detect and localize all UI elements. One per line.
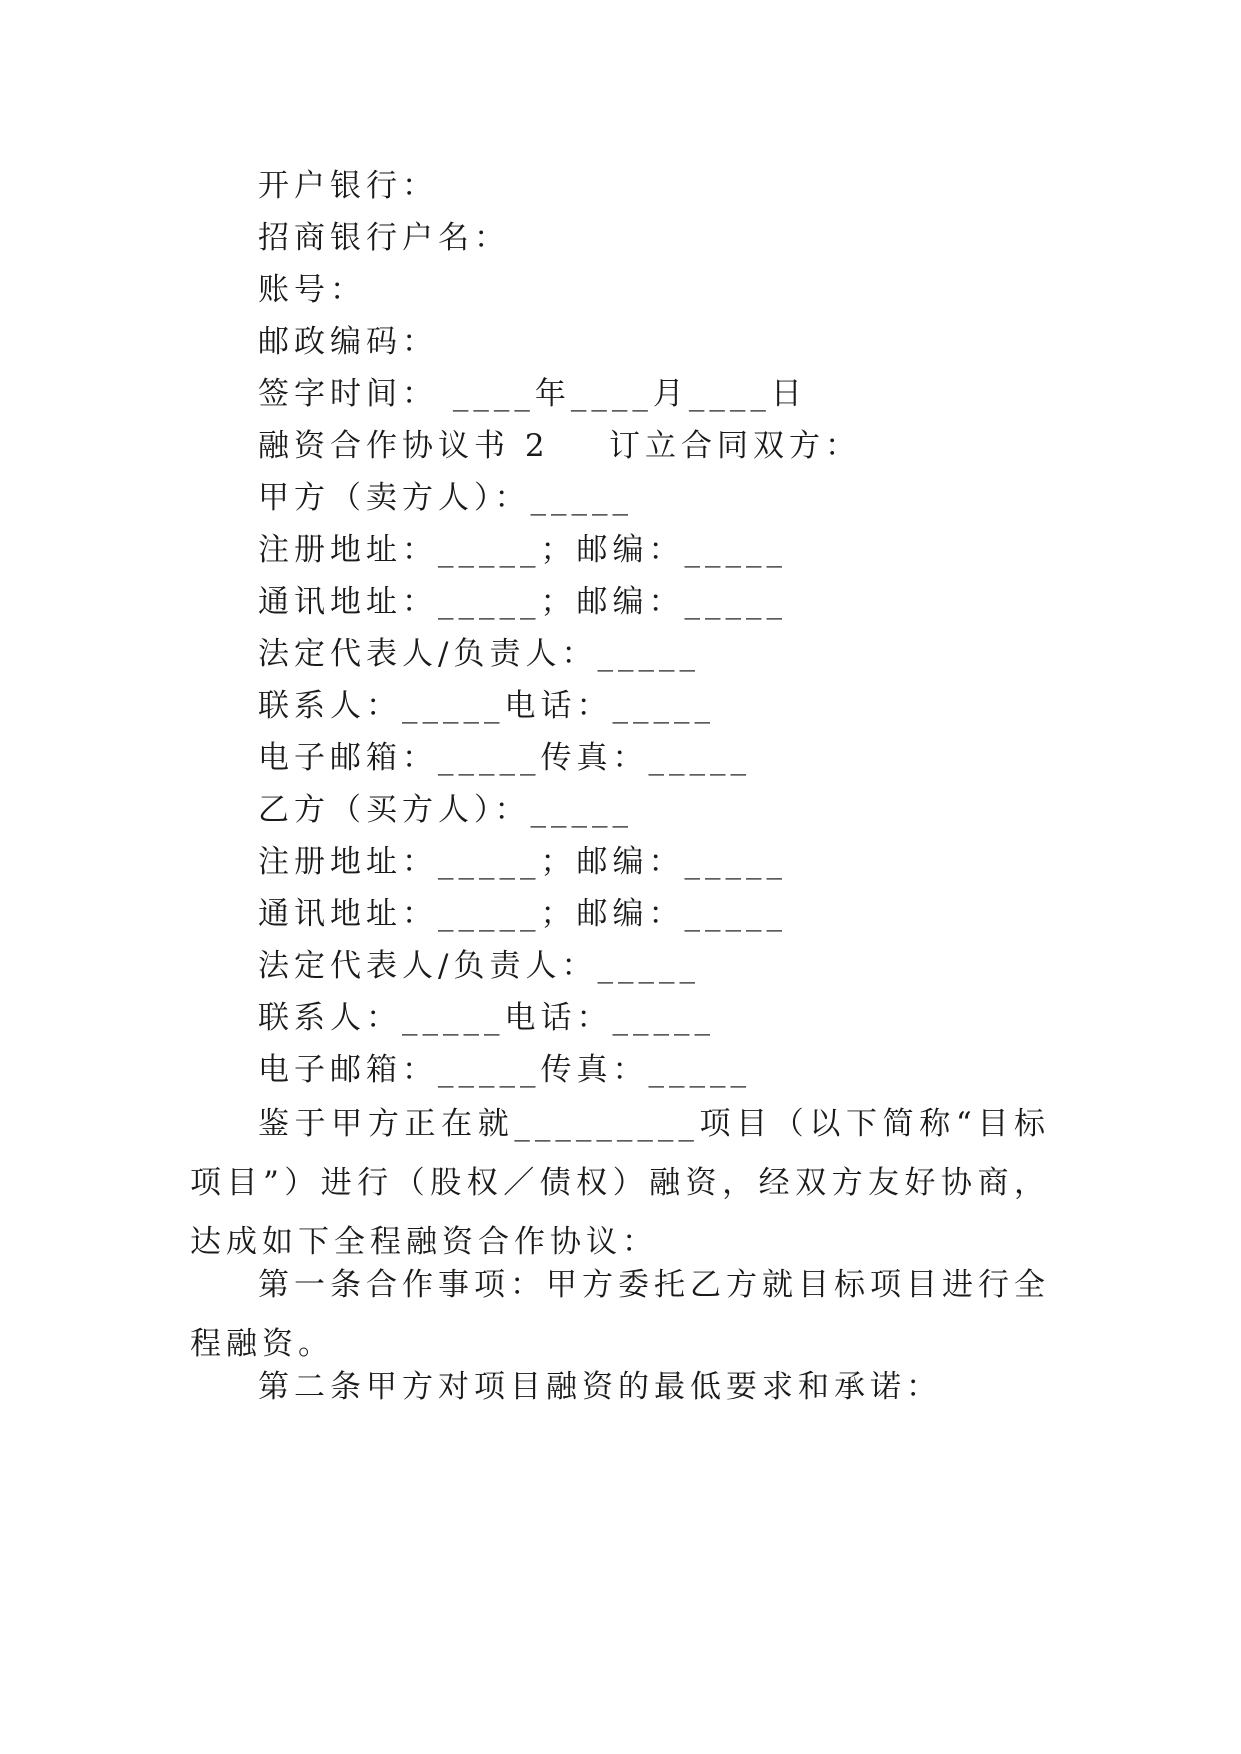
recital-paragraph: 鉴于甲方正在就_________项目（以下简称“目标项目”）进行（股权／债权）融资，经双方友好协商，达成如下全程融资合作协议： — [190, 1106, 1050, 1260]
party-a-registered-address-line: 注册地址：_____；邮编：_____ — [258, 532, 787, 568]
party-b-legal-representative-line: 法定代表人/负责人：_____ — [258, 948, 700, 984]
party-b-mailing-address-line: 通讯地址：_____；邮编：_____ — [258, 896, 787, 932]
party-a-contact-phone-line: 联系人：_____电话：_____ — [258, 688, 715, 724]
party-b-registered-address-line: 注册地址：_____；邮编：_____ — [258, 844, 787, 880]
party-a-mailing-address-line: 通讯地址：_____；邮编：_____ — [258, 584, 787, 620]
party-a-email-fax-line: 电子邮箱：_____传真：_____ — [258, 740, 751, 776]
agreement-title-line: 融资合作协议书 2 订立合同双方： — [258, 428, 861, 464]
signing-date-line: 签字时间： ____年____月____日 — [258, 376, 807, 412]
cmb-account-name-label: 招商银行户名： — [258, 220, 510, 256]
party-a-line: 甲方（卖方人）：_____ — [258, 480, 633, 516]
article-one-paragraph: 第一条合作事项：甲方委托乙方就目标项目进行全程融资。 — [190, 1267, 1050, 1362]
party-b-line: 乙方（买方人）：_____ — [258, 792, 633, 828]
party-b-contact-phone-line: 联系人：_____电话：_____ — [258, 1000, 715, 1036]
account-number-label: 账号： — [258, 272, 366, 308]
bank-name-label: 开户银行： — [258, 168, 438, 204]
party-b-email-fax-line: 电子邮箱：_____传真：_____ — [258, 1052, 751, 1088]
article-two-paragraph: 第二条甲方对项目融资的最低要求和承诺： — [258, 1369, 942, 1405]
party-a-legal-representative-line: 法定代表人/负责人：_____ — [258, 636, 700, 672]
postal-code-label: 邮政编码： — [258, 324, 438, 360]
